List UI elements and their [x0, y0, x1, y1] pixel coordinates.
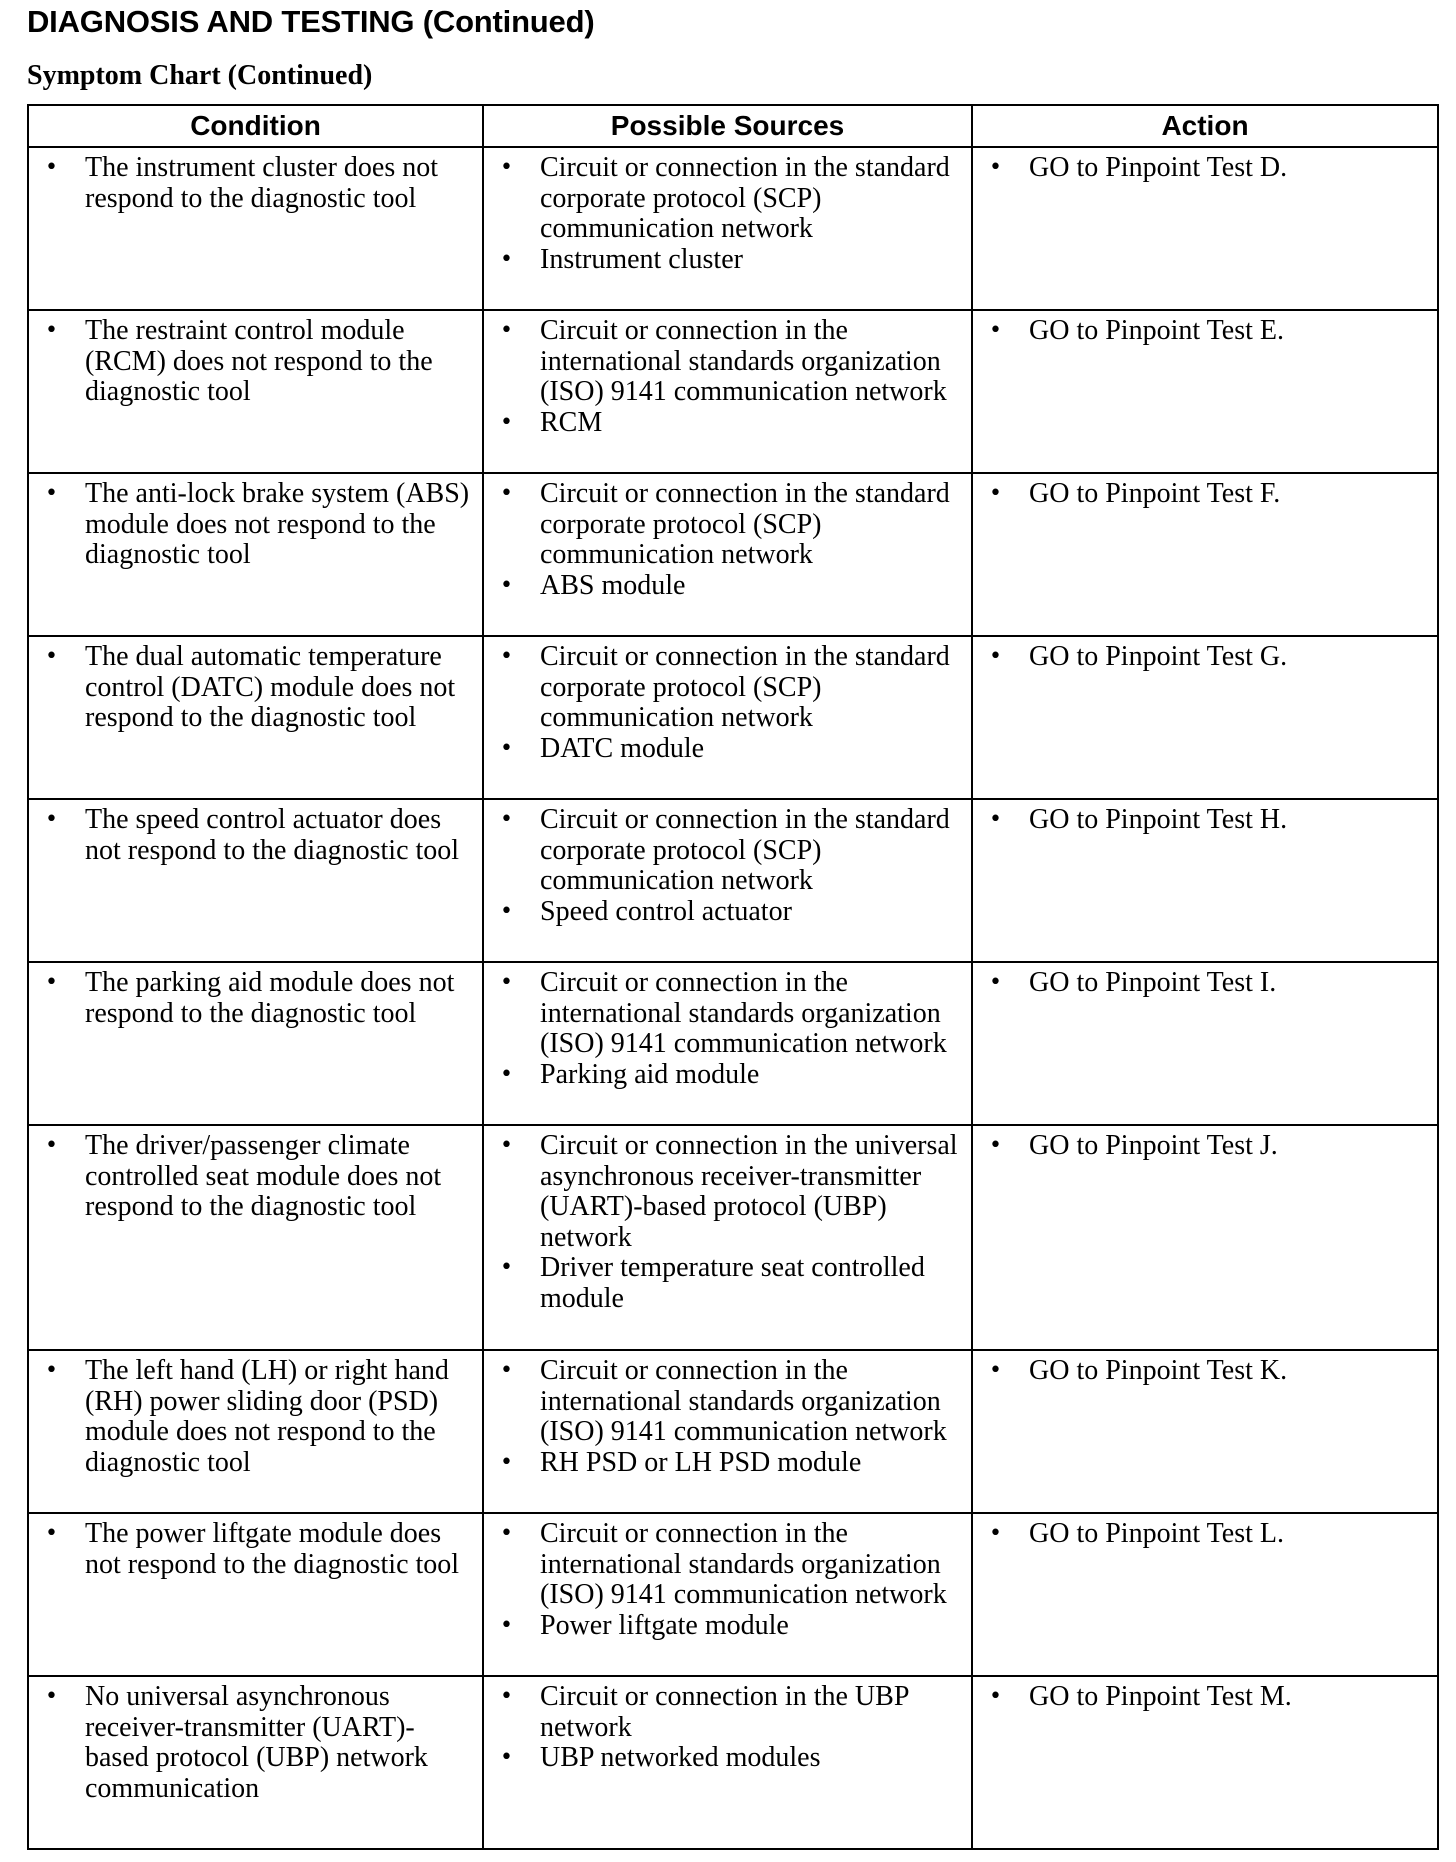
sources-cell	[483, 473, 972, 636]
source-item: • Circuit or connection in the international standards organization (ISO) 9141 communication network	[496, 1356, 963, 1448]
sources-cell	[483, 799, 972, 962]
sources-cell	[483, 636, 972, 799]
condition-cell	[28, 799, 483, 962]
table-row	[28, 636, 1438, 799]
condition-text: • No universal asynchronous receiver-transmitter (UART)-based protocol (UBP) network communication	[41, 1682, 474, 1804]
source-item: • Circuit or connection in the standard corporate protocol (SCP) communication network	[496, 479, 963, 571]
condition-cell	[28, 962, 483, 1125]
table-row	[28, 147, 1438, 310]
table-row	[28, 1513, 1438, 1676]
condition-text: • The dual automatic temperature control (DATC) module does not respond to the diagnostic tool	[41, 642, 474, 734]
source-item: • Circuit or connection in the standard corporate protocol (SCP) communication network	[496, 805, 963, 897]
action-cell	[972, 1125, 1438, 1350]
source-item: • Circuit or connection in the international standards organization (ISO) 9141 communication network	[496, 968, 963, 1060]
condition-text: • The parking aid module does not respond to the diagnostic tool	[41, 968, 474, 1029]
source-item: • DATC module	[496, 734, 963, 765]
source-item: • UBP networked modules	[496, 1743, 963, 1774]
action-text: • GO to Pinpoint Test L.	[985, 1519, 1429, 1550]
source-item: • Circuit or connection in the standard corporate protocol (SCP) communication network	[496, 153, 963, 245]
table-row	[28, 1125, 1438, 1350]
action-cell	[972, 147, 1438, 310]
page-heading: DIAGNOSIS AND TESTING (Continued)	[27, 4, 595, 39]
source-item: • RCM	[496, 408, 963, 439]
action-text: • GO to Pinpoint Test H.	[985, 805, 1429, 836]
action-cell	[972, 1350, 1438, 1513]
sources-cell	[483, 1125, 972, 1350]
source-item: • Circuit or connection in the standard corporate protocol (SCP) communication network	[496, 642, 963, 734]
table-row	[28, 1350, 1438, 1513]
condition-cell	[28, 1676, 483, 1849]
sources-cell	[483, 310, 972, 473]
action-text: • GO to Pinpoint Test M.	[985, 1682, 1429, 1713]
condition-text: • The anti-lock brake system (ABS) module does not respond to the diagnostic tool	[41, 479, 474, 571]
action-cell	[972, 799, 1438, 962]
action-cell	[972, 473, 1438, 636]
symptom-chart-table	[27, 104, 1439, 1850]
sources-cell	[483, 962, 972, 1125]
condition-text: • The left hand (LH) or right hand (RH) power sliding door (PSD) module does not respond to the diagnostic tool	[41, 1356, 474, 1478]
condition-text: • The speed control actuator does not respond to the diagnostic tool	[41, 805, 474, 866]
table-row	[28, 310, 1438, 473]
action-text: • GO to Pinpoint Test G.	[985, 642, 1429, 673]
table-row	[28, 799, 1438, 962]
action-text: • GO to Pinpoint Test I.	[985, 968, 1429, 999]
sources-cell	[483, 1513, 972, 1676]
sources-cell	[483, 1676, 972, 1849]
column-header-action: Action	[972, 105, 1438, 147]
table-row	[28, 1676, 1438, 1849]
source-item: • Instrument cluster	[496, 245, 963, 276]
condition-cell	[28, 1513, 483, 1676]
source-item: • Parking aid module	[496, 1060, 963, 1091]
action-text: • GO to Pinpoint Test F.	[985, 479, 1429, 510]
action-cell	[972, 962, 1438, 1125]
column-header-possible-sources: Possible Sources	[483, 105, 972, 147]
table-header-row	[28, 105, 1438, 147]
condition-text: • The restraint control module (RCM) does not respond to the diagnostic tool	[41, 316, 474, 408]
action-text: • GO to Pinpoint Test K.	[985, 1356, 1429, 1387]
action-text: • GO to Pinpoint Test E.	[985, 316, 1429, 347]
action-cell	[972, 1513, 1438, 1676]
column-header-condition: Condition	[28, 105, 483, 147]
condition-text: • The power liftgate module does not respond to the diagnostic tool	[41, 1519, 474, 1580]
table-row	[28, 962, 1438, 1125]
source-item: • Circuit or connection in the international standards organization (ISO) 9141 communication network	[496, 1519, 963, 1611]
action-text: • GO to Pinpoint Test J.	[985, 1131, 1429, 1162]
action-cell	[972, 636, 1438, 799]
source-item: • Driver temperature seat controlled module	[496, 1253, 963, 1314]
source-item: • RH PSD or LH PSD module	[496, 1448, 963, 1479]
action-text: • GO to Pinpoint Test D.	[985, 153, 1429, 184]
source-item: • Circuit or connection in the international standards organization (ISO) 9141 communication network	[496, 316, 963, 408]
condition-cell	[28, 1350, 483, 1513]
source-item: • ABS module	[496, 571, 963, 602]
condition-cell	[28, 310, 483, 473]
condition-text: • The driver/passenger climate controlled seat module does not respond to the diagnostic tool	[41, 1131, 474, 1223]
sources-cell	[483, 147, 972, 310]
condition-cell	[28, 1125, 483, 1350]
condition-cell	[28, 636, 483, 799]
source-item: • Power liftgate module	[496, 1611, 963, 1642]
condition-text: • The instrument cluster does not respond to the diagnostic tool	[41, 153, 474, 214]
condition-cell	[28, 473, 483, 636]
source-item: • Circuit or connection in the universal asynchronous receiver-transmitter (UART)-based protocol (UBP) network	[496, 1131, 963, 1253]
source-item: • Speed control actuator	[496, 897, 963, 928]
source-item: • Circuit or connection in the UBP network	[496, 1682, 963, 1743]
table-row	[28, 473, 1438, 636]
condition-cell	[28, 147, 483, 310]
action-cell	[972, 310, 1438, 473]
action-cell	[972, 1676, 1438, 1849]
sources-cell	[483, 1350, 972, 1513]
section-title: Symptom Chart (Continued)	[27, 60, 373, 91]
